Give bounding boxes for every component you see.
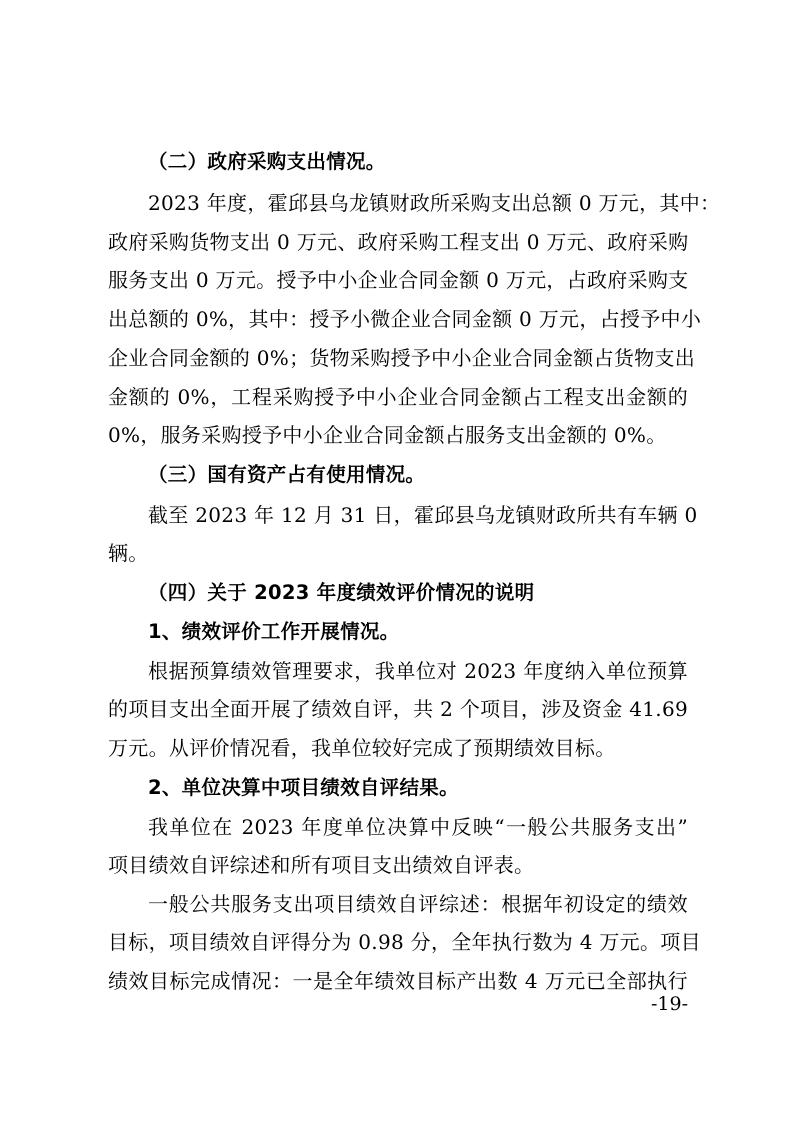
paragraph-line: 2023 年度，霍邱县乌龙镇财政所采购支出总额 0 万元，其中：	[148, 191, 721, 215]
paragraph-line: 0%，服务采购授予中小企业合同金额占服务支出金额的 0%。	[108, 423, 667, 447]
section-heading-procurement: （二）政府采购支出情况。	[148, 150, 386, 173]
section-heading-assets: （三）国有资产占有使用情况。	[148, 463, 426, 486]
paragraph-line: 目标，项目绩效自评得分为 0.98 分，全年执行数为 4 万元。项目	[108, 930, 701, 954]
section-heading-performance: （四）关于 2023 年度绩效评价情况的说明	[148, 581, 535, 604]
paragraph-line: 企业合同金额的 0%；货物采购授予中小企业合同金额占货物支出	[108, 346, 696, 370]
paragraph-line: 辆。	[108, 541, 149, 565]
paragraph-line: 根据预算绩效管理要求，我单位对 2023 年度纳入单位预算	[148, 659, 688, 683]
paragraph-line: 的项目支出全面开展了绩效自评，共 2 个项目，涉及资金 41.69	[108, 697, 688, 721]
paragraph-line: 我单位在 2023 年度单位决算中反映“一般公共服务支出”	[148, 815, 688, 839]
page-number: -19-	[651, 993, 689, 1015]
paragraph-line: 政府采购货物支出 0 万元、政府采购工程支出 0 万元、政府采购	[108, 230, 689, 254]
paragraph-line: 截至 2023 年 12 月 31 日，霍邱县乌龙镇财政所共有车辆 0	[148, 503, 698, 527]
paragraph-line: 服务支出 0 万元。授予中小企业合同金额 0 万元，占政府采购支	[108, 268, 689, 292]
paragraph-line: 一般公共服务支出项目绩效自评综述：根据年初设定的绩效	[148, 892, 688, 916]
subsection-heading-evaluation: 1、绩效评价工作开展情况。	[148, 620, 400, 643]
paragraph-line: 金额的 0%，工程采购授予中小企业合同金额占工程支出金额的	[108, 385, 688, 409]
paragraph-line: 万元。从评价情况看，我单位较好完成了预期绩效目标。	[108, 736, 616, 760]
subsection-heading-results: 2、单位决算中项目绩效自评结果。	[148, 776, 459, 799]
paragraph-line: 绩效目标完成情况：一是全年绩效目标产出数 4 万元已全部执行	[108, 969, 688, 993]
paragraph-line: 出总额的 0%，其中：授予小微企业合同金额 0 万元，占授予中小	[108, 307, 702, 331]
paragraph-line: 项目绩效自评综述和所有项目支出绩效自评表。	[108, 853, 535, 877]
